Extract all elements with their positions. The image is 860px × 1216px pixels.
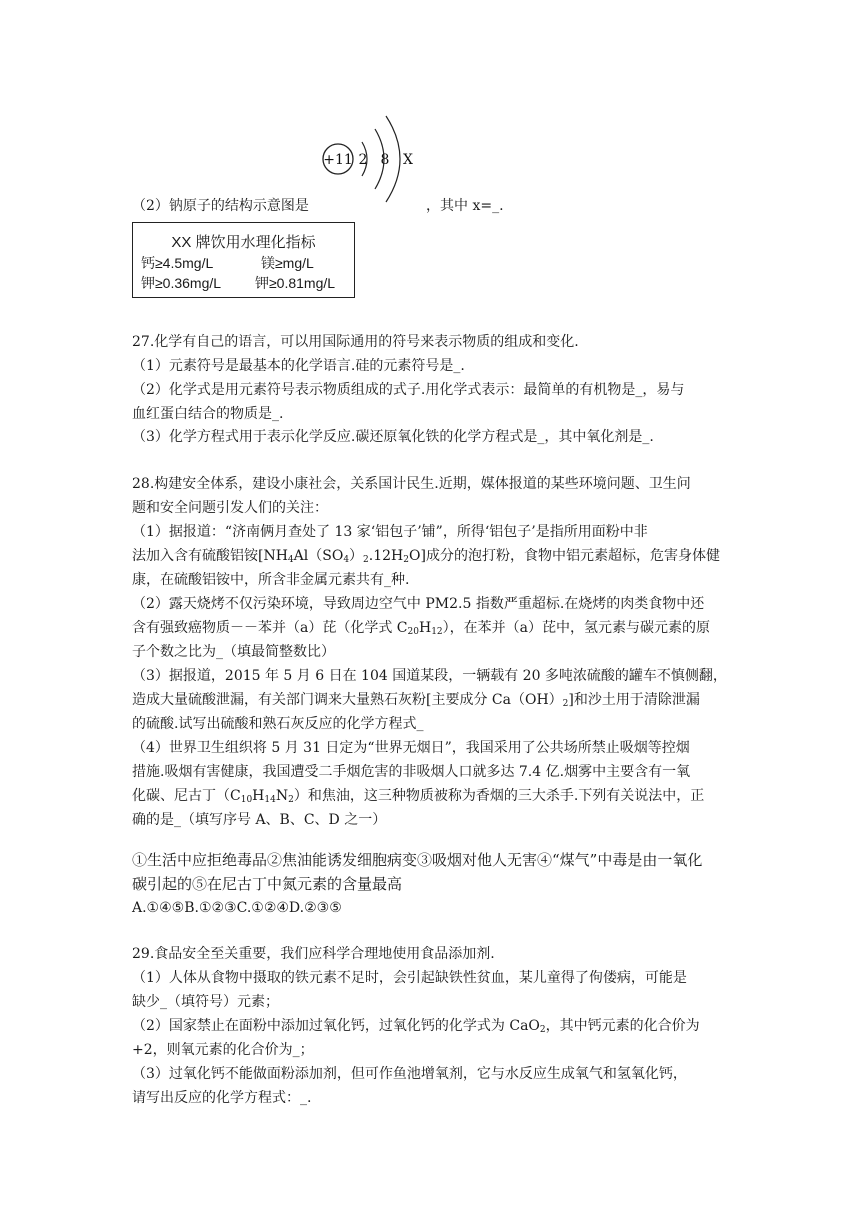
q29-part1b: 缺少_（填符号）元素；	[132, 994, 279, 1010]
shell-1-count: 2	[358, 152, 368, 168]
q28-part3b: 造成大量硫酸泄漏，有关部门调来大量熟石灰粉[主要成分 $Ca(OH)_2$]和沙土用于清除泄漏	[132, 692, 700, 709]
water-box-potassium-1: 钾≥0.36mg/L	[141, 275, 222, 291]
water-indicator-box	[132, 222, 355, 298]
q28-part4d: 确的是_（填写序号 A、B、C、D 之一）	[132, 812, 387, 828]
q28-part4b: 措施.吸烟有害健康，我国遭受二手烟危害的非吸烟人口就多达 7.4 亿.烟雾中主要含有一氧	[132, 764, 691, 780]
q28-part2a: （2）露天烧烤不仅污染环境，导致周边空气中 PM2.5 指数严重超标.在烧烤的肉类食物中还	[132, 596, 705, 612]
sodium-atom-diagram	[318, 112, 428, 212]
q28-stem-b: 题和安全问题引发人们的关注：	[132, 500, 328, 516]
q26-part2-tail: ，其中 x=_.	[426, 198, 504, 214]
q29-part3b: 请写出反应的化学方程式：_.	[132, 1090, 312, 1106]
q27-part2a: （2）化学式是用元素符号表示物质组成的式子.用化学式表示：最简单的有机物是_，易与	[132, 382, 685, 398]
q29-part2b: +2，则氧元素的化合价为_；	[132, 1042, 314, 1058]
q28-part4a: （4）世界卫生组织将 5 月 31 日定为“世界无烟日”，我国采用了公共场所禁止吸烟等控烟	[132, 740, 690, 756]
q28-options-b: 碳引起的⑤在尼古丁中氮元素的含量最高	[132, 875, 403, 893]
q27-stem: 27.化学有自己的语言，可以用国际通用的符号来表示物质的组成和变化.	[132, 334, 579, 350]
q28-stem-a: 28.构建安全体系，建设小康社会，关系国计民生.近期，媒体报道的某些环境问题、卫生问	[132, 476, 691, 492]
q28-part3c: 的硫酸.试写出硫酸和熟石灰反应的化学方程式_	[132, 716, 424, 732]
q27-part1: （1）元素符号是最基本的化学语言.硅的元素符号是_.	[132, 358, 465, 374]
q27-part2b: 血红蛋白结合的物质是_.	[132, 406, 284, 422]
q28-part1a: （1）据报道：“济南俩月查处了 13 家‘铝包子’铺”，所得‘铝包子’是指所用面粉中非	[132, 524, 648, 540]
water-box-potassium-2: 钾≥0.81mg/L	[255, 275, 336, 291]
q29-part3a: （3）过氧化钙不能做面粉添加剂，但可作鱼池增氧剂，它与水反应生成氧气和氢氧化钙，	[132, 1066, 687, 1082]
q28-part2c: 子个数之比为_（填最简整数比）	[132, 644, 335, 660]
nucleus-charge: +11	[323, 152, 353, 168]
shell-2-count: 8	[380, 152, 390, 168]
q28-options-a: ①生活中应拒绝毒品②焦油能诱发细胞病变③吸烟对他人无害④“煤气”中毒是由一氧化	[132, 851, 703, 869]
q27-part3: （3）化学方程式用于表示化学反应.碳还原氧化铁的化学方程式是_，其中氧化剂是_.	[132, 429, 654, 445]
q28-choices: A.①④⑤B.①②③C.①②④D.②③⑤	[132, 900, 342, 916]
water-box-calcium: 钙≥4.5mg/L	[141, 255, 214, 271]
q29-part1a: （1）人体从食物中摄取的铁元素不足时，会引起缺铁性贫血，某儿童得了佝偻病，可能是	[132, 970, 687, 986]
q29-stem: 29.食品安全至关重要，我们应科学合理地使用食品添加剂.	[132, 946, 495, 962]
water-box-title: XX 牌饮用水理化指标	[171, 234, 316, 251]
q28-part4c: 化碳、尼古丁$(C_{10}H_{14}N_2)$和焦油，这三种物质被称为香烟的三大杀手.下列有关说法中，正	[132, 788, 705, 805]
shell-3-count: X	[403, 152, 413, 168]
q28-part2b: 含有强致癌物质－－苯并（a）芘（化学式 $C_{20}H_{12}$），在苯并（a）芘中，氢元素与碳元素的原	[132, 620, 710, 637]
q28-part3a: （3）据报道，2015 年 5 月 6 日在 104 国道某段，一辆载有 20 多吨浓硫酸的罐车不慎侧翻，	[132, 668, 727, 684]
q29-part2a: （2）国家禁止在面粉中添加过氧化钙，过氧化钙的化学式为 CaO$_2$，其中钙元素的化合价为	[132, 1018, 700, 1035]
water-box-magnesium: 镁≥mg/L	[261, 255, 314, 271]
q26-part2: （2）钠原子的结构示意图是	[132, 198, 309, 214]
q28-part1c: 康，在硫酸铝铵中，所含非金属元素共有_种.	[132, 572, 410, 588]
q28-part1b: 法加入含有硫酸铝铵$[NH_4Al(SO_4)_2.12H_2O]$成分的泡打粉，食物中铝元素超标，危害身体健	[132, 548, 720, 565]
